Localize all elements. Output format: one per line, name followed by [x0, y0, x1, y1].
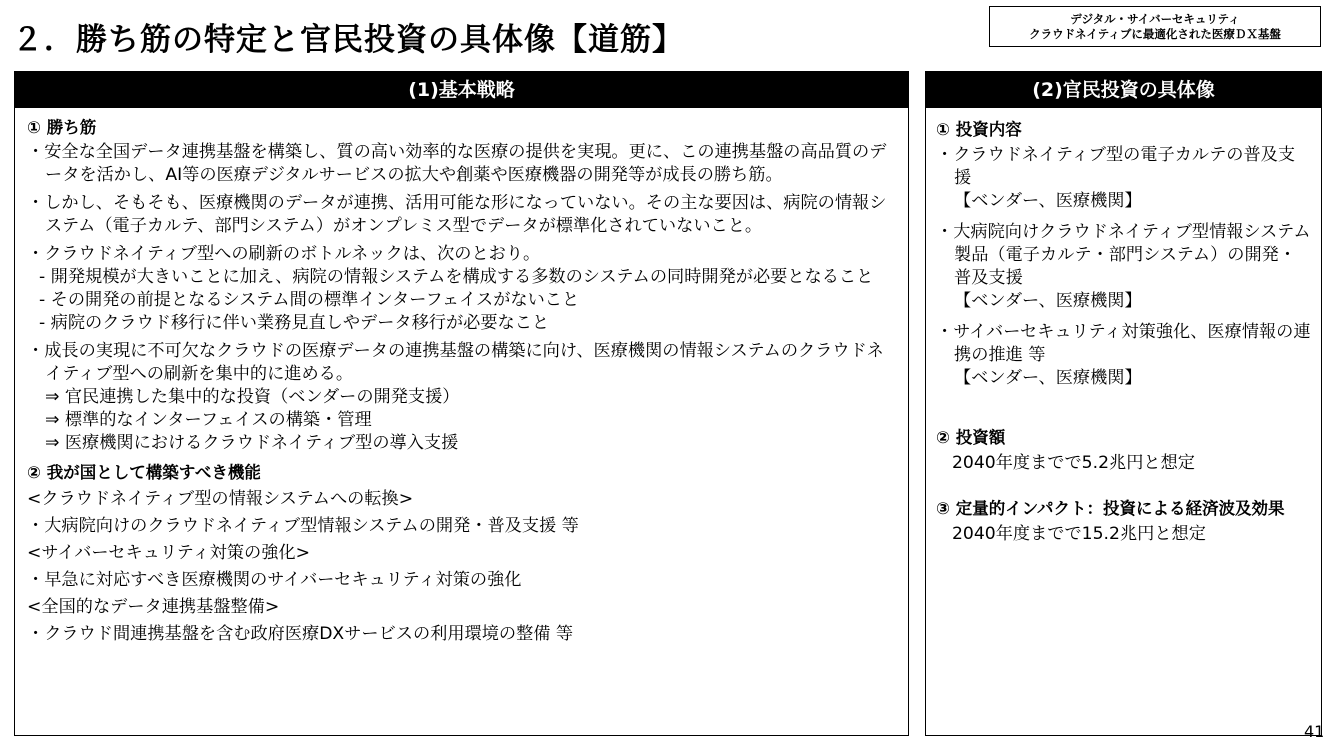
page-number: 41: [1304, 722, 1325, 741]
category-tag: [989, 6, 1321, 47]
investment-body: [926, 108, 1321, 546]
bottleneck-item: - 開発規模が大きいことに加え、病院の情報システムを構成する多数のシステムの同時開発が必要となること: [39, 267, 874, 287]
economic-impact-value: 2040年度までで15.2兆円と想定: [952, 524, 1206, 544]
bottleneck-item: - その開発の前提となるシステム間の標準インターフェイスがないこと: [39, 290, 580, 310]
investment-target: 【ベンダー、医療機関】: [954, 368, 1142, 388]
bottleneck-item: - 病院のクラウド移行に伴い業務見直しやデータ移行が必要なこと: [39, 313, 550, 333]
page-title: ２．勝ち筋の特定と官民投資の具体像【道筋】: [12, 22, 684, 58]
function-category: <サイバーセキュリティ対策の強化>: [27, 543, 311, 563]
investment-amount-value: 2040年度までで5.2兆円と想定: [952, 453, 1195, 473]
investment-item: ・クラウドネイティブ型の電子カルテの普及支援: [936, 145, 1296, 188]
investment-content-heading: ① 投資内容: [936, 120, 1022, 139]
function-category: <クラウドネイティブ型の情報システムへの転換>: [27, 489, 414, 509]
basic-strategy-header: (1)基本戦略: [15, 72, 908, 108]
required-functions-heading: ② 我が国として構築すべき機能: [27, 463, 261, 482]
public-private-investment-panel: [925, 71, 1322, 736]
basic-strategy-panel: [14, 71, 909, 736]
action-item: ⇒ 標準的なインターフェイスの構築・管理: [45, 410, 372, 430]
strategy-bullet-3: ・クラウドネイティブ型への刷新のボトルネックは、次のとおり。: [27, 244, 541, 264]
winning-path-heading: ① 勝ち筋: [27, 118, 97, 137]
investment-target: 【ベンダー、医療機関】: [954, 291, 1142, 311]
category-tag-line2: クラウドネイティブに最適化された医療ＤＸ基盤: [1029, 27, 1281, 41]
function-item: ・大病院向けのクラウドネイティブ型情報システムの開発・普及支援 等: [27, 516, 579, 536]
function-item: ・クラウド間連携基盤を含む政府医療DXサービスの利用環境の整備 等: [27, 624, 574, 644]
investment-header: (2)官民投資の具体像: [926, 72, 1321, 108]
basic-strategy-body: [15, 108, 908, 646]
function-item: ・早急に対応すべき医療機関のサイバーセキュリティ対策の強化: [27, 570, 522, 590]
function-category: <全国的なデータ連携基盤整備>: [27, 597, 280, 617]
economic-impact-heading: ③ 定量的インパクト：投資による経済波及効果: [936, 499, 1285, 518]
investment-amount-heading: ② 投資額: [936, 428, 1006, 447]
investment-item: ・サイバーセキュリティ対策強化、医療情報の連携の推進 等: [936, 322, 1311, 365]
strategy-bullet-1: ・安全な全国データ連携基盤を構築し、質の高い効率的な医療の提供を実現。更に、この連携基盤の高品質のデータを活かし、AI等の医療デジタルサービスの拡大や創薬や医療機器の開発等が成長の勝ち筋。: [27, 142, 887, 185]
action-item: ⇒ 医療機関におけるクラウドネイティブ型の導入支援: [45, 433, 459, 453]
strategy-bullet-2: ・しかし、そもそも、医療機関のデータが連携、活用可能な形になっていない。その主な要因は、病院の情報システム（電子カルテ、部門システム）がオンプレミス型でデータが標準化されていないこと。: [27, 193, 887, 236]
action-item: ⇒ 官民連携した集中的な投資（ベンダーの開発支援）: [45, 387, 460, 407]
strategy-bullet-4: ・成長の実現に不可欠なクラウドの医療データの連携基盤の構築に向け、医療機関の情報システムのクラウドネイティブ型への刷新を集中的に進める。: [27, 341, 884, 384]
investment-target: 【ベンダー、医療機関】: [954, 191, 1142, 211]
investment-item: ・大病院向けクラウドネイティブ型情報システム製品（電子カルテ・部門システム）の開発・普及支援: [936, 222, 1311, 288]
category-tag-line1: デジタル・サイバーセキュリティ: [1070, 12, 1240, 26]
